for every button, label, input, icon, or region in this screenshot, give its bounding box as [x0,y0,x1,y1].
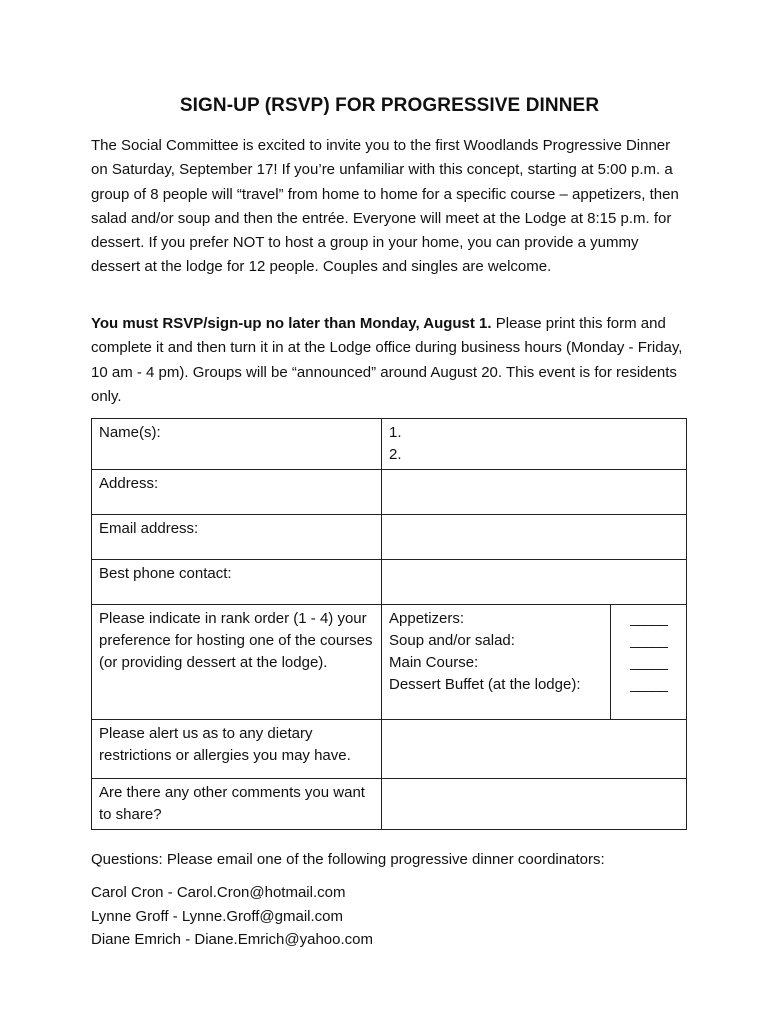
dietary-field[interactable] [382,720,687,779]
intro-paragraph: The Social Committee is excited to invite you to the first Woodlands Progressive Dinner on Saturday, September 17! If you’re unfamiliar with this concept, starting at 5:00 p.m. a group of 8 people will “travel” from home to home for a specific course – appetizers, then salad and/or soup and then the entrée. Everyone will meet at the Lodge at 8:15 p.m. for dessert. If you prefer NOT to host a group in your home, you can provide a yummy dessert at the lodge for 12 people. Couples and singles are welcome. [91,137,679,276]
comments-label: Are there any other comments you want to share? [92,779,382,830]
phone-field[interactable] [382,560,687,605]
coordinator-list [91,881,373,952]
course-label-soup-salad: Soup and/or salad: [389,632,515,649]
course-label-dessert: Dessert Buffet (at the lodge): [389,676,581,693]
names-field[interactable] [382,419,687,470]
rsvp-deadline: You must RSVP/sign-up no later than Monday, August 1. [91,315,492,332]
course-label-main: Main Course: [389,654,479,671]
rank-blank-main[interactable]: _____ [630,654,667,671]
name-line-1: 1. [389,424,402,441]
address-label: Address: [92,470,382,515]
names-row [92,419,687,470]
preference-label: Please indicate in rank order (1 - 4) your preference for hosting one of the courses (or providing dessert at the lodge). [92,605,382,720]
comments-row [92,779,687,830]
coordinator-item: Lynne Groff - Lynne.Groff@gmail.com [91,907,344,925]
rsvp-instructions: Please print this form and complete it and then turn it in at the Lodge office during business hours (Monday - Friday, 10 am - 4 pm). Groups will be “announced” around August 20. This event is for residents only. [91,315,683,405]
comments-field[interactable] [382,779,687,830]
phone-row [92,560,687,605]
questions-line: Questions: Please email one of the following progressive dinner coordinators: [91,851,605,868]
email-label: Email address: [92,515,382,560]
name-line-2: 2. [389,446,402,463]
dietary-row [92,720,687,779]
preference-field [382,605,687,720]
course-label-appetizers: Appetizers: [389,610,465,627]
rank-blank-soup-salad[interactable]: _____ [630,632,667,649]
signup-form-table [91,418,687,830]
rank-blank-appetizers[interactable]: _____ [630,610,667,627]
phone-label: Best phone contact: [92,560,382,605]
email-row [92,515,687,560]
preference-row [92,605,687,720]
page-title: SIGN-UP (RSVP) FOR PROGRESSIVE DINNER [179,95,600,116]
address-field[interactable] [382,470,687,515]
email-field[interactable] [382,515,687,560]
address-row [92,470,687,515]
coordinator-item: Diane Emrich - Diane.Emrich@yahoo.com [91,931,373,949]
rsvp-paragraph [91,312,688,409]
course-rank-blanks [611,605,686,719]
rank-blank-dessert[interactable]: _____ [630,676,667,693]
coordinator-item: Carol Cron - Carol.Cron@hotmail.com [91,884,346,901]
names-label: Name(s): [92,419,382,470]
dietary-label: Please alert us as to any dietary restrictions or allergies you may have. [92,720,382,779]
course-labels [382,605,611,719]
